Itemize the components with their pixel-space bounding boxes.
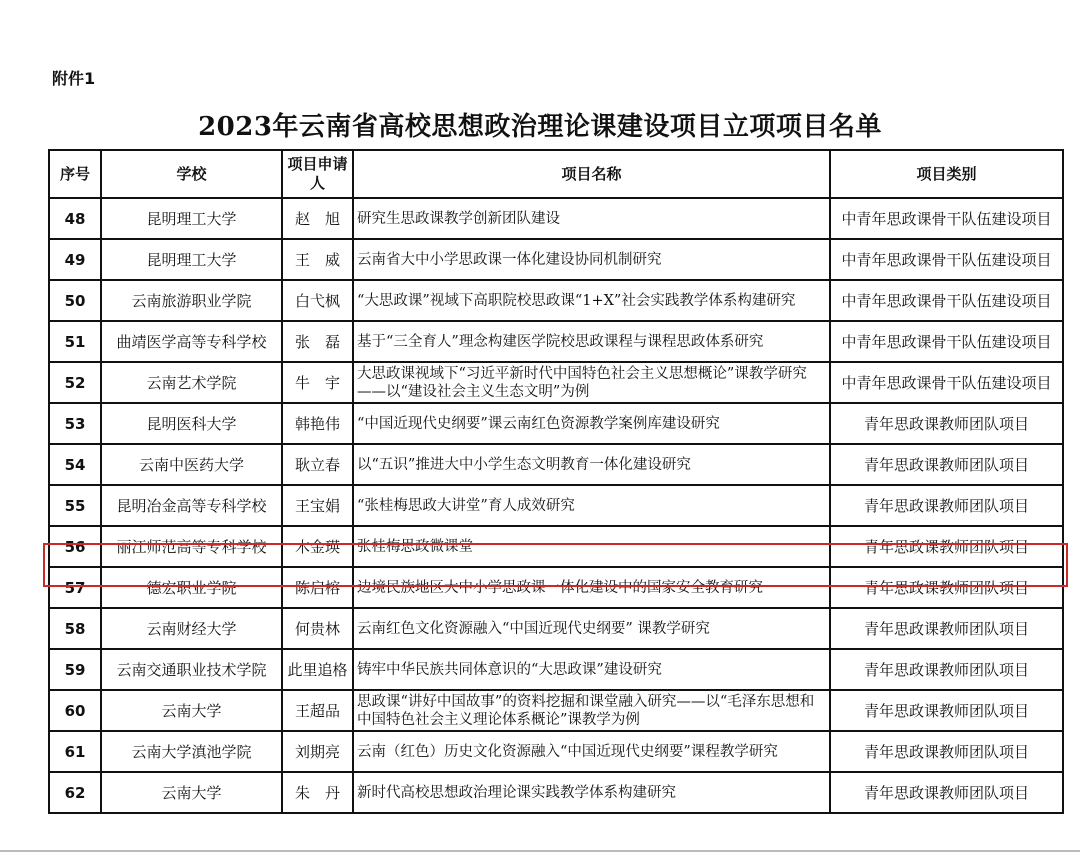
row-category: 青年思政课教师团队项目	[830, 403, 1063, 444]
attachment-label: 附件1	[52, 69, 96, 88]
row-project-name: 张桂梅思政微课堂	[353, 526, 830, 567]
row-school: 云南大学	[101, 690, 282, 731]
table-row	[49, 608, 1063, 649]
row-number: 52	[49, 362, 101, 403]
row-applicant: 朱 丹	[282, 772, 353, 813]
table-row	[49, 731, 1063, 772]
project-list-table	[48, 149, 1064, 814]
row-number: 62	[49, 772, 101, 813]
row-applicant: 耿立春	[282, 444, 353, 485]
row-category: 青年思政课教师团队项目	[830, 772, 1063, 813]
row-number: 56	[49, 526, 101, 567]
row-category: 青年思政课教师团队项目	[830, 526, 1063, 567]
row-category: 青年思政课教师团队项目	[830, 485, 1063, 526]
row-school: 云南交通职业技术学院	[101, 649, 282, 690]
table-row	[49, 280, 1063, 321]
row-applicant: 王超品	[282, 690, 353, 731]
header-school: 学校	[101, 150, 282, 198]
table-row	[49, 690, 1063, 731]
row-project-name: “张桂梅思政大讲堂”育人成效研究	[353, 485, 830, 526]
row-school: 云南大学	[101, 772, 282, 813]
table-row	[49, 362, 1063, 403]
row-project-name: 基于“三全育人”理念构建医学院校思政课程与课程思政体系研究	[353, 321, 830, 362]
row-applicant: 陈启榕	[282, 567, 353, 608]
table-row	[49, 444, 1063, 485]
row-applicant: 韩艳伟	[282, 403, 353, 444]
row-school: 云南艺术学院	[101, 362, 282, 403]
row-project-name: 云南（红色）历史文化资源融入“中国近现代史纲要”课程教学研究	[353, 731, 830, 772]
page-bottom-edge	[0, 850, 1080, 852]
row-project-name: 云南省大中小学思政课一体化建设协同机制研究	[353, 239, 830, 280]
table-row	[49, 198, 1063, 239]
row-school: 丽江师范高等专科学校	[101, 526, 282, 567]
table-row	[49, 526, 1063, 567]
row-applicant: 王宝娟	[282, 485, 353, 526]
row-applicant: 王 威	[282, 239, 353, 280]
row-category: 青年思政课教师团队项目	[830, 444, 1063, 485]
row-school: 昆明医科大学	[101, 403, 282, 444]
row-project-name: 以“五识”推进大中小学生态文明教育一体化建设研究	[353, 444, 830, 485]
document-title: 2023年云南省高校思想政治理论课建设项目立项项目名单	[198, 112, 882, 142]
row-applicant: 此里追格	[282, 649, 353, 690]
row-number: 61	[49, 731, 101, 772]
row-category: 青年思政课教师团队项目	[830, 649, 1063, 690]
row-number: 51	[49, 321, 101, 362]
table-row	[49, 772, 1063, 813]
row-category: 青年思政课教师团队项目	[830, 567, 1063, 608]
row-number: 58	[49, 608, 101, 649]
row-category: 中青年思政课骨干队伍建设项目	[830, 321, 1063, 362]
header-project: 项目名称	[353, 150, 830, 198]
row-applicant: 何贵林	[282, 608, 353, 649]
row-category: 中青年思政课骨干队伍建设项目	[830, 362, 1063, 403]
row-number: 50	[49, 280, 101, 321]
row-category: 青年思政课教师团队项目	[830, 690, 1063, 731]
row-project-name: 铸牢中华民族共同体意识的“大思政课”建设研究	[353, 649, 830, 690]
row-project-name: 思政课“讲好中国故事”的资料挖掘和课堂融入研究——以“毛泽东思想和中国特色社会主义理论体系概论”课教学为例	[353, 690, 830, 731]
row-category: 中青年思政课骨干队伍建设项目	[830, 280, 1063, 321]
row-number: 59	[49, 649, 101, 690]
row-category: 青年思政课教师团队项目	[830, 731, 1063, 772]
table-row	[49, 239, 1063, 280]
row-project-name: 大思政课视域下“习近平新时代中国特色社会主义思想概论”课教学研究——以“建设社会主义生态文明”为例	[353, 362, 830, 403]
row-project-name: 云南红色文化资源融入“中国近现代史纲要” 课教学研究	[353, 608, 830, 649]
row-school: 昆明理工大学	[101, 198, 282, 239]
row-applicant: 白弋枫	[282, 280, 353, 321]
row-project-name: “大思政课”视域下高职院校思政课“1+X”社会实践教学体系构建研究	[353, 280, 830, 321]
row-school: 昆明冶金高等专科学校	[101, 485, 282, 526]
row-school: 云南财经大学	[101, 608, 282, 649]
row-school: 云南旅游职业学院	[101, 280, 282, 321]
table-row	[49, 567, 1063, 608]
header-applicant: 项目申请人	[282, 150, 353, 198]
row-project-name: 新时代高校思想政治理论课实践教学体系构建研究	[353, 772, 830, 813]
row-school: 云南大学滇池学院	[101, 731, 282, 772]
header-number: 序号	[49, 150, 101, 198]
header-category: 项目类别	[830, 150, 1063, 198]
row-number: 49	[49, 239, 101, 280]
table-row	[49, 321, 1063, 362]
row-number: 55	[49, 485, 101, 526]
row-project-name: 边境民族地区大中小学思政课一体化建设中的国家安全教育研究	[353, 567, 830, 608]
row-number: 60	[49, 690, 101, 731]
row-applicant: 刘期亮	[282, 731, 353, 772]
row-school: 德宏职业学院	[101, 567, 282, 608]
table-row	[49, 649, 1063, 690]
table-header-row	[49, 150, 1063, 198]
row-number: 54	[49, 444, 101, 485]
table-row	[49, 485, 1063, 526]
table-row	[49, 403, 1063, 444]
row-number: 57	[49, 567, 101, 608]
row-category: 中青年思政课骨干队伍建设项目	[830, 239, 1063, 280]
row-number: 48	[49, 198, 101, 239]
row-category: 中青年思政课骨干队伍建设项目	[830, 198, 1063, 239]
row-school: 曲靖医学高等专科学校	[101, 321, 282, 362]
row-applicant: 赵 旭	[282, 198, 353, 239]
row-applicant: 木金瑛	[282, 526, 353, 567]
row-category: 青年思政课教师团队项目	[830, 608, 1063, 649]
row-project-name: “中国近现代史纲要”课云南红色资源教学案例库建设研究	[353, 403, 830, 444]
row-number: 53	[49, 403, 101, 444]
row-applicant: 张 磊	[282, 321, 353, 362]
row-project-name: 研究生思政课教学创新团队建设	[353, 198, 830, 239]
row-school: 云南中医药大学	[101, 444, 282, 485]
row-school: 昆明理工大学	[101, 239, 282, 280]
row-applicant: 牛 宇	[282, 362, 353, 403]
